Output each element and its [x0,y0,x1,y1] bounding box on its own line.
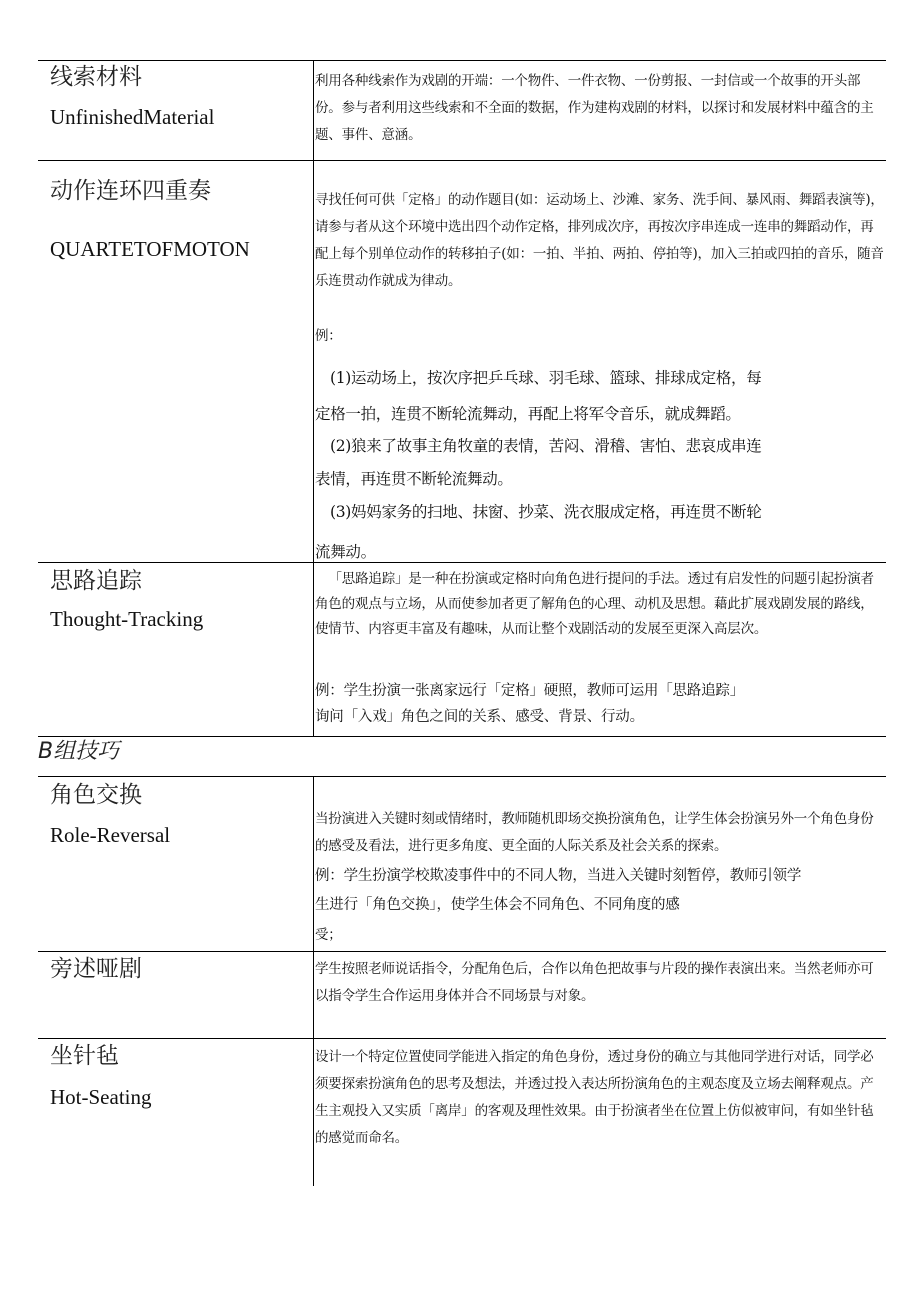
group-heading: B组技巧 [38,739,120,764]
example-line: (2)狼来了故事主角牧童的表情，苦闷、滑稽、害怕、悲哀成串连 [330,437,762,455]
term-unfinished-material: 线索材料 [50,64,142,90]
table-bottom-rule [38,736,886,737]
term-english-thought-tracking: Thought-Tracking [50,607,204,631]
example-line: 表情，再连贯不断轮流舞动。 [315,470,513,488]
description-unfinished-material: 利用各种线索作为戏剧的开端：一个物件、一件衣物、一份剪报、一封信或一个故事的开头部份。参与者利用这些线索和不全面的数据，作为建构戏剧的材料，以探讨和发展材料中蕴含的主题、事件、意涵。 [315,73,874,143]
row-divider [38,160,886,161]
example-line: (3)妈妈家务的扫地、抹窗、抄菜、洗衣服成定格，再连贯不断轮 [330,503,762,521]
term-english-role-reversal: Role-Reversal [50,823,171,847]
term-quartet-of-motion: 动作连环四重奏 [50,178,211,204]
row-divider [38,1038,886,1039]
row-divider [38,562,886,563]
example-line: 询问「入戏」角色之间的关系、感受、背景、行动。 [315,709,644,725]
table-top-rule [38,776,886,777]
term-hot-seating: 坐针毡 [50,1043,119,1069]
description-role-reversal: 当扮演进入关键时刻或情绪时，教师随机即场交换扮演角色，让学生体会扮演另外一个角色身份的感受及看法，进行更多角度、更全面的人际关系及社会关系的探索。 [315,811,874,854]
term-thought-tracking: 思路追踪 [50,568,142,594]
example-line: 例：学生扮演一张离家远行「定格」硬照，教师可运用「思路追踪」 [315,683,744,699]
column-divider [313,776,314,1186]
table-top-rule [38,60,886,61]
example-line: 生进行「角色交换」，使学生体会不同角色、不同角度的感 [315,897,680,913]
term-narrated-mime: 旁述哑剧 [50,956,142,982]
description-narrated-mime: 学生按照老师说话指令，分配角色后，合作以角色把故事与片段的操作表演出来。当然老师亦可以指令学生合作运用身体并合不同场景与对象。 [315,961,874,1004]
example-line: 受； [315,927,342,943]
example-label: 例： [315,328,342,344]
term-english-hot-seating: Hot-Seating [50,1085,152,1109]
description-quartet-of-motion: 寻找任何可供「定格」的动作题目(如：运动场上、沙滩、家务、洗手间、暴风雨、舞蹈表演等)，请参与者从这个环境中选出四个动作定格，排列成次序，再按次序串连成一连串的舞蹈动作，再配上每个别单位动作的转移拍子(如：一拍、半拍、两拍、停拍等)，加入三拍或四拍的音乐，随音乐连贯动作就成为律动。 [315,192,884,289]
example-line: 例：学生扮演学校欺凌事件中的不同人物，当进入关键时刻暂停，教师引领学 [315,868,802,884]
description-hot-seating: 设计一个特定位置使同学能进入指定的角色身份，透过身份的确立与其他同学进行对话，同学必须要探索扮演角色的思考及想法，并透过投入表达所扮演角色的主观态度及立场去阐释观点。产生主观投入又实质「离岸」的客观及理性效果。由于扮演者坐在位置上仿似被审问，有如坐针毡的感觉而命名。 [315,1049,874,1146]
example-line: (1)运动场上，按次序把乒乓球、羽毛球、篮球、排球成定格，每 [330,369,762,387]
row-divider [38,951,886,952]
example-line: 流舞动。 [315,543,376,561]
term-role-reversal: 角色交换 [50,782,142,808]
column-divider [313,60,314,737]
term-english-quartet-of-motion: QUARTETOFMOTON [50,237,250,261]
term-english-unfinished-material: UnfinishedMaterial [50,105,215,129]
example-line: 定格一拍，连贯不断轮流舞动，再配上将军令音乐，就成舞蹈。 [315,405,741,423]
description-thought-tracking: 「思路追踪」是一种在扮演或定格时向角色进行提问的手法。透过有启发性的问题引起扮演者角色的观点与立场，从而使参加者更了解角色的心理、动机及思想。藉此扩展戏剧发展的路线，使情节、内容更丰富及有趣味，从而让整个戏剧活动的发展至更深入高层次。 [315,571,874,637]
